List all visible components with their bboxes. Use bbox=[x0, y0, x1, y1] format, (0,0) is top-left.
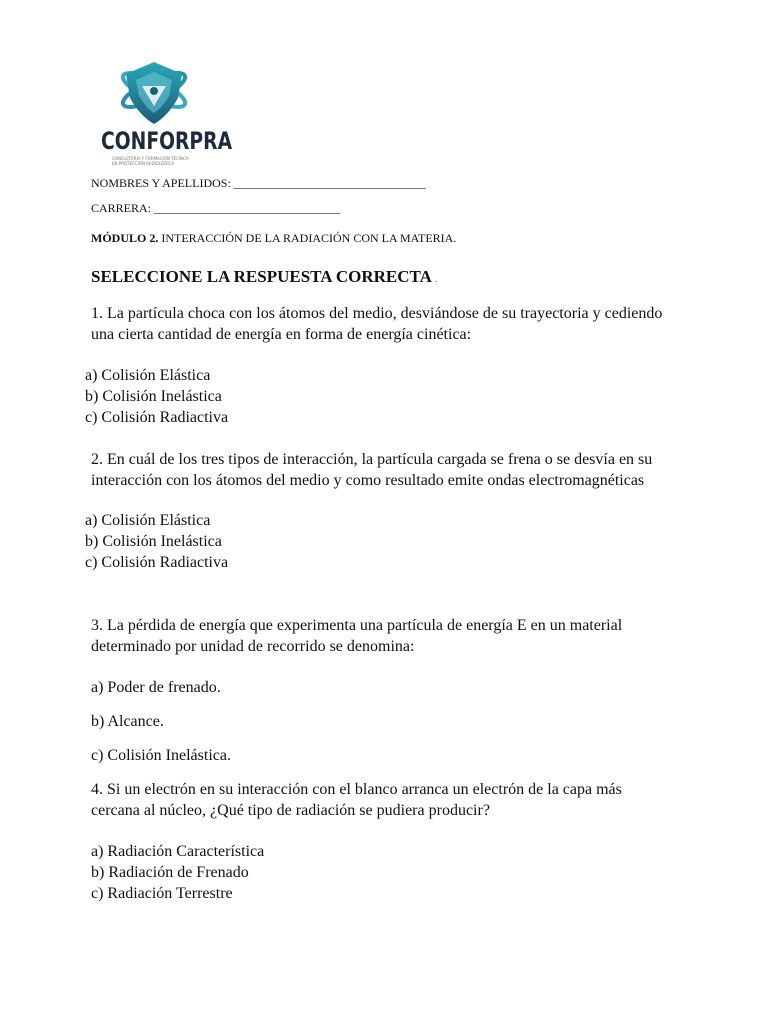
question-1-line-2: una cierta cantidad de energía en forma de energía cinética: bbox=[91, 326, 472, 343]
instruction-mark: . bbox=[435, 275, 438, 284]
logo-subtitle-line-2: EN PROTECCIÓN RADIOLÓGICA bbox=[112, 160, 175, 166]
option-c: c) Colisión Radiactiva bbox=[85, 554, 229, 571]
logo-wordmark: CONFORPRA bbox=[101, 127, 233, 155]
option-a: a) Colisión Elástica bbox=[85, 367, 211, 384]
instruction-heading bbox=[91, 267, 437, 287]
question-3-line-2: determinado por unidad de recorrido se denomina: bbox=[91, 638, 415, 655]
career-field: CARRERA: _______________________________ bbox=[91, 201, 341, 215]
option-b: b) Radiación de Frenado bbox=[91, 864, 249, 881]
question-4 bbox=[91, 779, 622, 821]
module-title bbox=[91, 231, 456, 246]
question-1-options bbox=[85, 365, 228, 428]
question-1-line-1: 1. La partícula choca con los átomos del medio, desviándose de su trayectoria y cediendo bbox=[91, 305, 663, 322]
question-3-line-1: 3. La pérdida de energía que experimenta una partícula de energía E en un material bbox=[91, 617, 623, 634]
option-c: c) Colisión Inelástica. bbox=[91, 747, 231, 764]
question-4-line-1: 4. Si un electrón en su interacción con el blanco arranca un electrón de la capa más bbox=[91, 781, 622, 798]
option-b: b) Colisión Inelástica bbox=[85, 388, 222, 405]
question-2 bbox=[91, 449, 652, 491]
question-1 bbox=[91, 303, 662, 345]
question-2-line-1: 2. En cuál de los tres tipos de interacción, la partícula cargada se frena o se desvía en su bbox=[91, 451, 653, 468]
logo-subtitle bbox=[112, 157, 189, 166]
question-4-options bbox=[91, 841, 264, 904]
option-c: c) Radiación Terrestre bbox=[91, 885, 233, 902]
question-4-line-2: cercana al núcleo, ¿Qué tipo de radiación se pudiera producir? bbox=[91, 802, 490, 819]
module-label: MÓDULO 2. bbox=[91, 231, 159, 245]
instruction-text: SELECCIONE LA RESPUESTA CORRECTA bbox=[91, 267, 431, 286]
logo-subtitle-line-1: CONSULTORÍA Y FORMACIÓN TÉCNICA bbox=[112, 156, 189, 161]
question-2-line-2: interacción con los átomos del medio y como resultado emite ondas electromagnéticas bbox=[91, 472, 645, 489]
option-b: b) Alcance. bbox=[91, 713, 164, 730]
option-c: c) Colisión Radiactiva bbox=[85, 409, 229, 426]
question-3 bbox=[91, 615, 622, 657]
module-name: INTERACCIÓN DE LA RADIACIÓN CON LA MATERIA. bbox=[158, 231, 457, 245]
question-2-options bbox=[85, 510, 228, 573]
option-a: a) Colisión Elástica bbox=[85, 512, 211, 529]
option-b: b) Colisión Inelástica bbox=[85, 533, 222, 550]
option-a: a) Radiación Característica bbox=[91, 843, 265, 860]
option-a: a) Poder de frenado. bbox=[91, 679, 221, 696]
name-field: NOMBRES Y APELLIDOS: ________________________________ bbox=[91, 176, 426, 190]
